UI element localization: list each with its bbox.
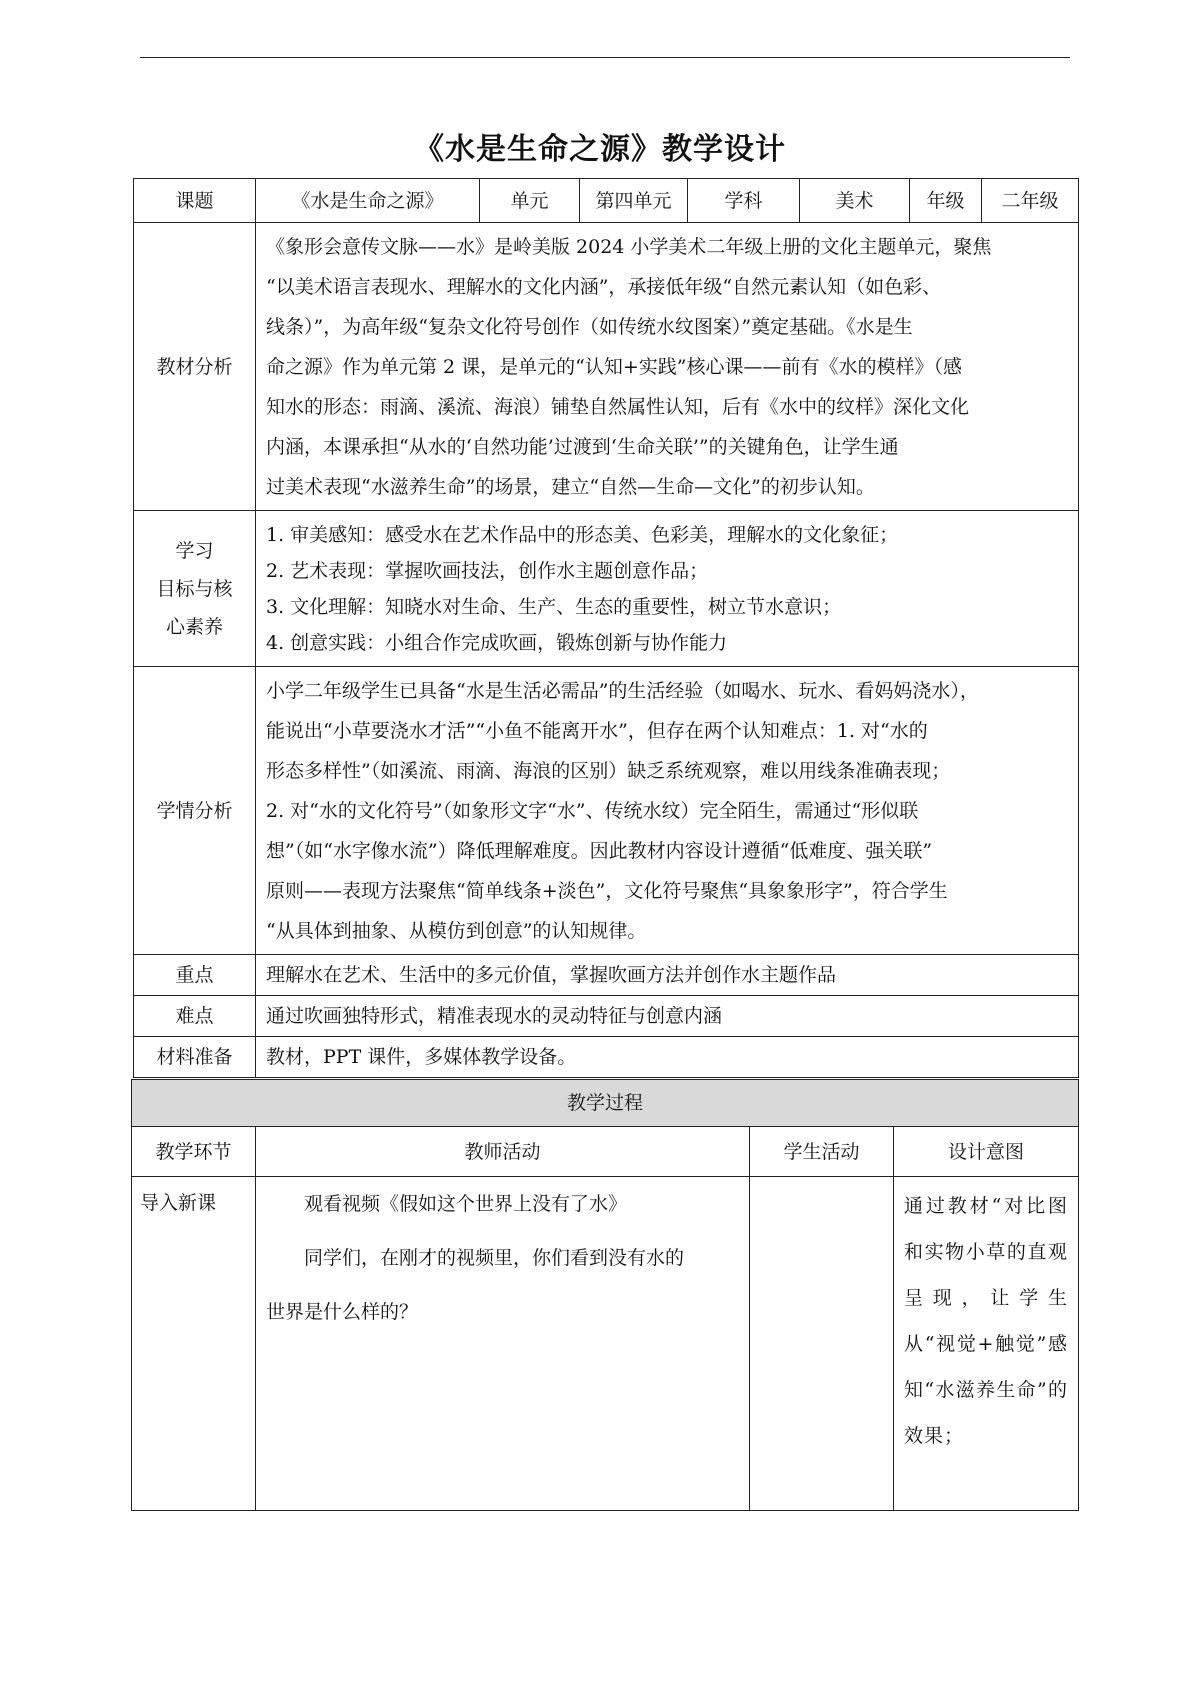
textbook-analysis-text bbox=[256, 223, 1079, 511]
process-heading-row bbox=[132, 1080, 1079, 1127]
text-line: “从具体到抽象、从模仿到创意”的认知规律。 bbox=[266, 919, 647, 942]
text-line: 命之源》作为单元第 2 课，是单元的“认知+实践”核心课——前有《水的模样》（感 bbox=[266, 355, 963, 378]
key-point-text: 理解水在艺术、生活中的多元价值，掌握吹画方法并创作水主题作品 bbox=[256, 955, 1079, 996]
info-table bbox=[133, 178, 1079, 1078]
value-topic: 《水是生命之源》 bbox=[256, 179, 480, 223]
label-unit: 单元 bbox=[480, 179, 580, 223]
text-line: 知水的形态：雨滴、溪流、海浪）铺垫自然属性认知，后有《水中的纹样》深化文化 bbox=[266, 395, 970, 418]
label-line: 目标与核 bbox=[156, 577, 233, 600]
process-heading: 教学过程 bbox=[132, 1080, 1079, 1127]
label-grade: 年级 bbox=[910, 179, 982, 223]
document-title: 《水是生命之源》教学设计 bbox=[414, 132, 786, 167]
design-intent-cell: 通过教材“对比图和实物小草的直观呈现，让学生从“视觉+触觉”感知“水滋养生命”的效果； bbox=[894, 1177, 1079, 1511]
process-table bbox=[131, 1079, 1079, 1511]
text-line: 能说出“小草要浇水才活”“小鱼不能离开水”，但存在两个认知难点：1. 对“水的 bbox=[266, 719, 928, 742]
difficulty-label: 难点 bbox=[134, 996, 256, 1037]
header-rule bbox=[140, 57, 1070, 58]
text-line: 原则——表现方法聚焦“简单线条+淡色”，文化符号聚焦“具象象形字”，符合学生 bbox=[266, 879, 948, 902]
label-line: 学习 bbox=[175, 539, 214, 562]
column-stage: 教学环节 bbox=[132, 1127, 256, 1177]
objective-item: 2. 艺术表现：掌握吹画技法，创作水主题创意作品； bbox=[266, 559, 709, 582]
teacher-line: 同学们，在刚才的视频里，你们看到没有水的 bbox=[304, 1247, 685, 1269]
text-line: 内涵，本课承担“从水的‘自然功能’过渡到‘生命关联’”的关键角色，让学生通 bbox=[266, 435, 899, 458]
student-analysis-text bbox=[256, 667, 1079, 955]
stage-cell: 导入新课 bbox=[132, 1177, 256, 1511]
text-line: 想”（如“水字像水流”）降低理解难度。因此教材内容设计遵循“低难度、强关联” bbox=[266, 839, 933, 862]
student-activity-cell bbox=[750, 1177, 894, 1511]
value-unit: 第四单元 bbox=[580, 179, 688, 223]
textbook-analysis-label: 教材分析 bbox=[134, 223, 256, 511]
column-intent: 设计意图 bbox=[894, 1127, 1079, 1177]
student-analysis-label: 学情分析 bbox=[134, 667, 256, 955]
teacher-activity-cell bbox=[256, 1177, 750, 1511]
materials-row bbox=[134, 1037, 1079, 1078]
text-line: 线条）”，为高年级“复杂文化符号创作（如传统水纹图案）”奠定基础。《水是生 bbox=[266, 315, 913, 338]
text-line: 《象形会意传文脉——水》是岭美版 2024 小学美术二年级上册的文化主题单元，聚焦 bbox=[266, 235, 992, 258]
value-grade: 二年级 bbox=[982, 179, 1079, 223]
teacher-line: 世界是什么样的？ bbox=[266, 1301, 419, 1323]
difficulty-row bbox=[134, 996, 1079, 1037]
label-topic: 课题 bbox=[134, 179, 256, 223]
objective-item: 4. 创意实践：小组合作完成吹画，锻炼创新与协作能力 bbox=[266, 631, 728, 654]
materials-text: 教材，PPT 课件，多媒体教学设备。 bbox=[256, 1037, 1079, 1078]
text-line: 2. 对“水的文化符号”（如象形文字“水”、传统水纹）完全陌生，需通过“形似联 bbox=[266, 799, 919, 822]
objectives-label bbox=[134, 511, 256, 667]
textbook-analysis-row bbox=[134, 223, 1079, 511]
objective-item: 3. 文化理解：知晓水对生命、生产、生态的重要性，树立节水意识； bbox=[266, 595, 842, 618]
info-header-row bbox=[134, 179, 1079, 223]
column-student: 学生活动 bbox=[750, 1127, 894, 1177]
label-line: 心素养 bbox=[165, 615, 223, 638]
objective-item: 1. 审美感知：感受水在艺术作品中的形态美、色彩美，理解水的文化象征； bbox=[266, 523, 899, 546]
text-line: 过美术表现“水滋养生命”的场景，建立“自然—生命—文化”的初步认知。 bbox=[266, 475, 875, 498]
process-row-intro bbox=[132, 1177, 1079, 1511]
value-subject: 美术 bbox=[800, 179, 910, 223]
teacher-line: 观看视频《假如这个世界上没有了水》 bbox=[304, 1193, 628, 1215]
text-line: 形态多样性”（如溪流、雨滴、海浪的区别）缺乏系统观察，难以用线条准确表现； bbox=[266, 759, 951, 782]
text-line: 小学二年级学生已具备“水是生活必需品”的生活经验（如喝水、玩水、看妈妈浇水）， bbox=[266, 679, 979, 702]
key-point-row bbox=[134, 955, 1079, 996]
student-analysis-row bbox=[134, 667, 1079, 955]
process-columns-row bbox=[132, 1127, 1079, 1177]
materials-label: 材料准备 bbox=[134, 1037, 256, 1078]
key-point-label: 重点 bbox=[134, 955, 256, 996]
objectives-list bbox=[256, 511, 1079, 667]
objectives-row bbox=[134, 511, 1079, 667]
column-teacher: 教师活动 bbox=[256, 1127, 750, 1177]
text-line: “以美术语言表现水、理解水的文化内涵”，承接低年级“自然元素认知（如色彩、 bbox=[266, 275, 942, 298]
difficulty-text: 通过吹画独特形式，精准表现水的灵动特征与创意内涵 bbox=[256, 996, 1079, 1037]
label-subject: 学科 bbox=[688, 179, 800, 223]
